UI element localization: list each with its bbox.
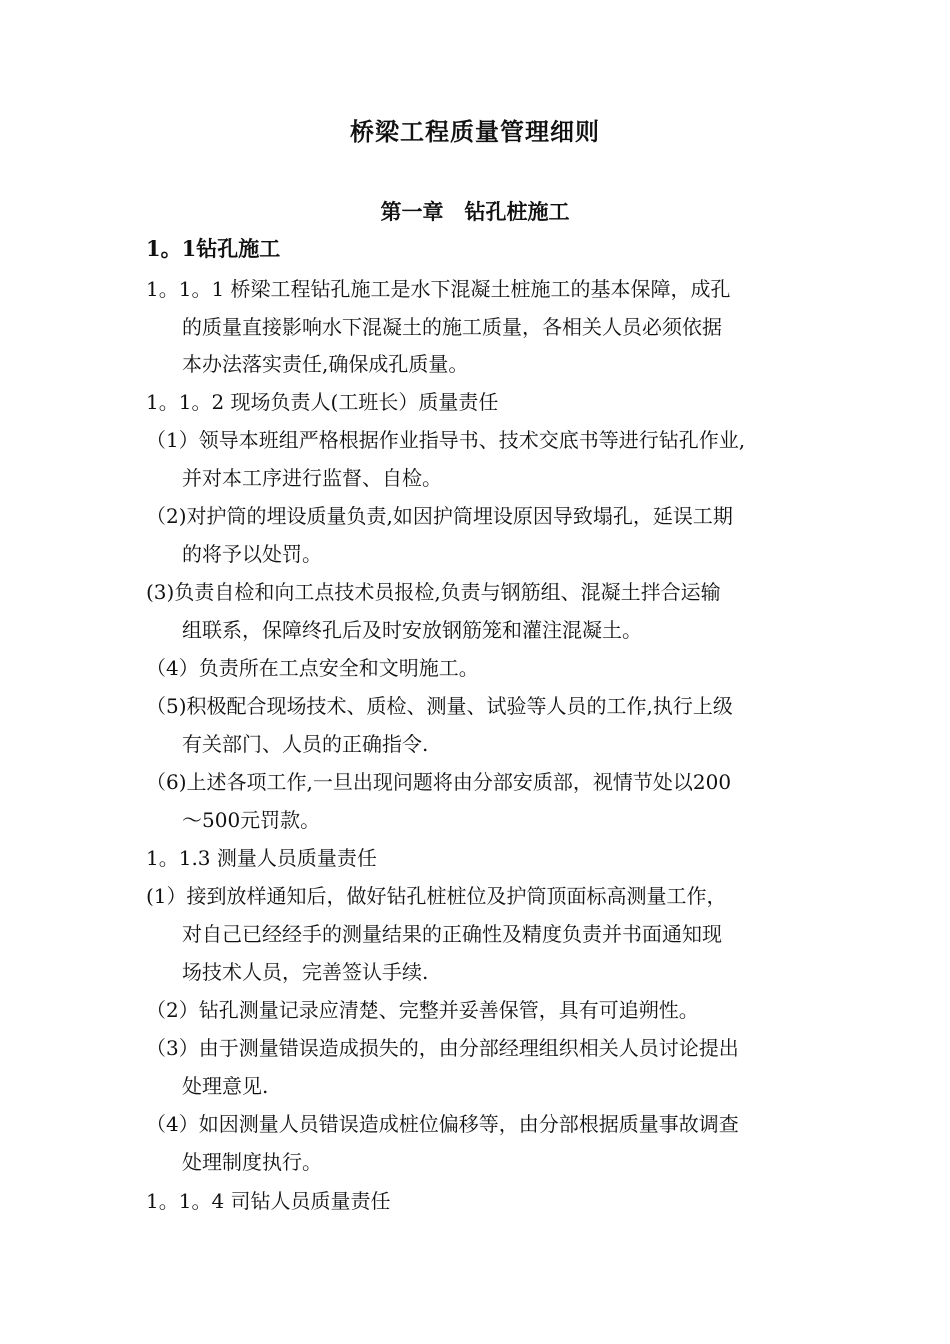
clause-1-1-3-item-1-line-1: (1）接到放样通知后，做好钻孔桩桩位及护筒顶面标高测量工作，: [146, 884, 727, 908]
clause-1-1-2-item-2-line-2: 的将予以处罚。: [182, 542, 322, 566]
clause-1-1-4-heading: 1。1。4 司钻人员质量责任: [146, 1189, 391, 1213]
chapter-title: 第一章 钻孔桩施工: [380, 199, 570, 224]
section-title: 1。1钻孔施工: [146, 236, 281, 261]
clause-1-1-1-line-1: 1。1。1 桥梁工程钻孔施工是水下混凝土桩施工的基本保障，成孔: [146, 277, 731, 301]
clause-1-1-1-line-2: 的质量直接影响水下混凝土的施工质量，各相关人员必须依据: [182, 315, 722, 339]
clause-1-1-2-item-6-line-1: （6)上述各项工作,一旦出现问题将由分部安质部，视情节处以200: [146, 770, 732, 794]
clause-1-1-2-item-1-line-2: 并对本工序进行监督、自检。: [182, 466, 442, 490]
clause-1-1-2-item-1-line-1: （1）领导本班组严格根据作业指导书、技术交底书等进行钻孔作业,: [146, 428, 746, 452]
clause-1-1-2-item-4: （4）负责所在工点安全和文明施工。: [146, 656, 479, 680]
clause-1-1-3-item-1-line-3: 场技术人员，完善签认手续.: [182, 960, 429, 984]
clause-1-1-3-item-4-line-1: （4）如因测量人员错误造成桩位偏移等，由分部根据质量事故调查: [146, 1112, 739, 1136]
clause-1-1-3-item-3-line-2: 处理意见.: [182, 1074, 269, 1098]
clause-1-1-2-item-3-line-2: 组联系，保障终孔后及时安放钢筋笼和灌注混凝土。: [182, 618, 642, 642]
clause-1-1-2-heading: 1。1。2 现场负责人(工班长）质量责任: [146, 390, 499, 414]
clause-1-1-2-item-3-line-1: (3)负责自检和向工点技术员报检,负责与钢筋组、混凝土拌合运输: [146, 580, 721, 604]
clause-1-1-2-item-5-line-2: 有关部门、人员的正确指令.: [182, 732, 429, 756]
clause-1-1-3-item-2: （2）钻孔测量记录应清楚、完整并妥善保管，具有可追朔性。: [146, 998, 699, 1022]
clause-1-1-2-item-2-line-1: （2)对护筒的埋设质量负责,如因护筒埋设原因导致塌孔，延误工期: [146, 504, 733, 528]
clause-1-1-3-item-4-line-2: 处理制度执行。: [182, 1150, 322, 1174]
clause-1-1-3-item-3-line-1: （3）由于测量错误造成损失的，由分部经理组织相关人员讨论提出: [146, 1036, 739, 1060]
clause-1-1-2-item-6-line-2: ～500元罚款。: [182, 808, 321, 832]
clause-1-1-3-heading: 1。1.3 测量人员质量责任: [146, 846, 377, 870]
document-title: 桥梁工程质量管理细则: [350, 117, 600, 146]
clause-1-1-2-item-5-line-1: （5)积极配合现场技术、质检、测量、试验等人员的工作,执行上级: [146, 694, 733, 718]
clause-1-1-1-line-3: 本办法落实责任,确保成孔质量。: [182, 352, 469, 376]
clause-1-1-3-item-1-line-2: 对自己已经经手的测量结果的正确性及精度负责并书面通知现: [182, 922, 722, 946]
